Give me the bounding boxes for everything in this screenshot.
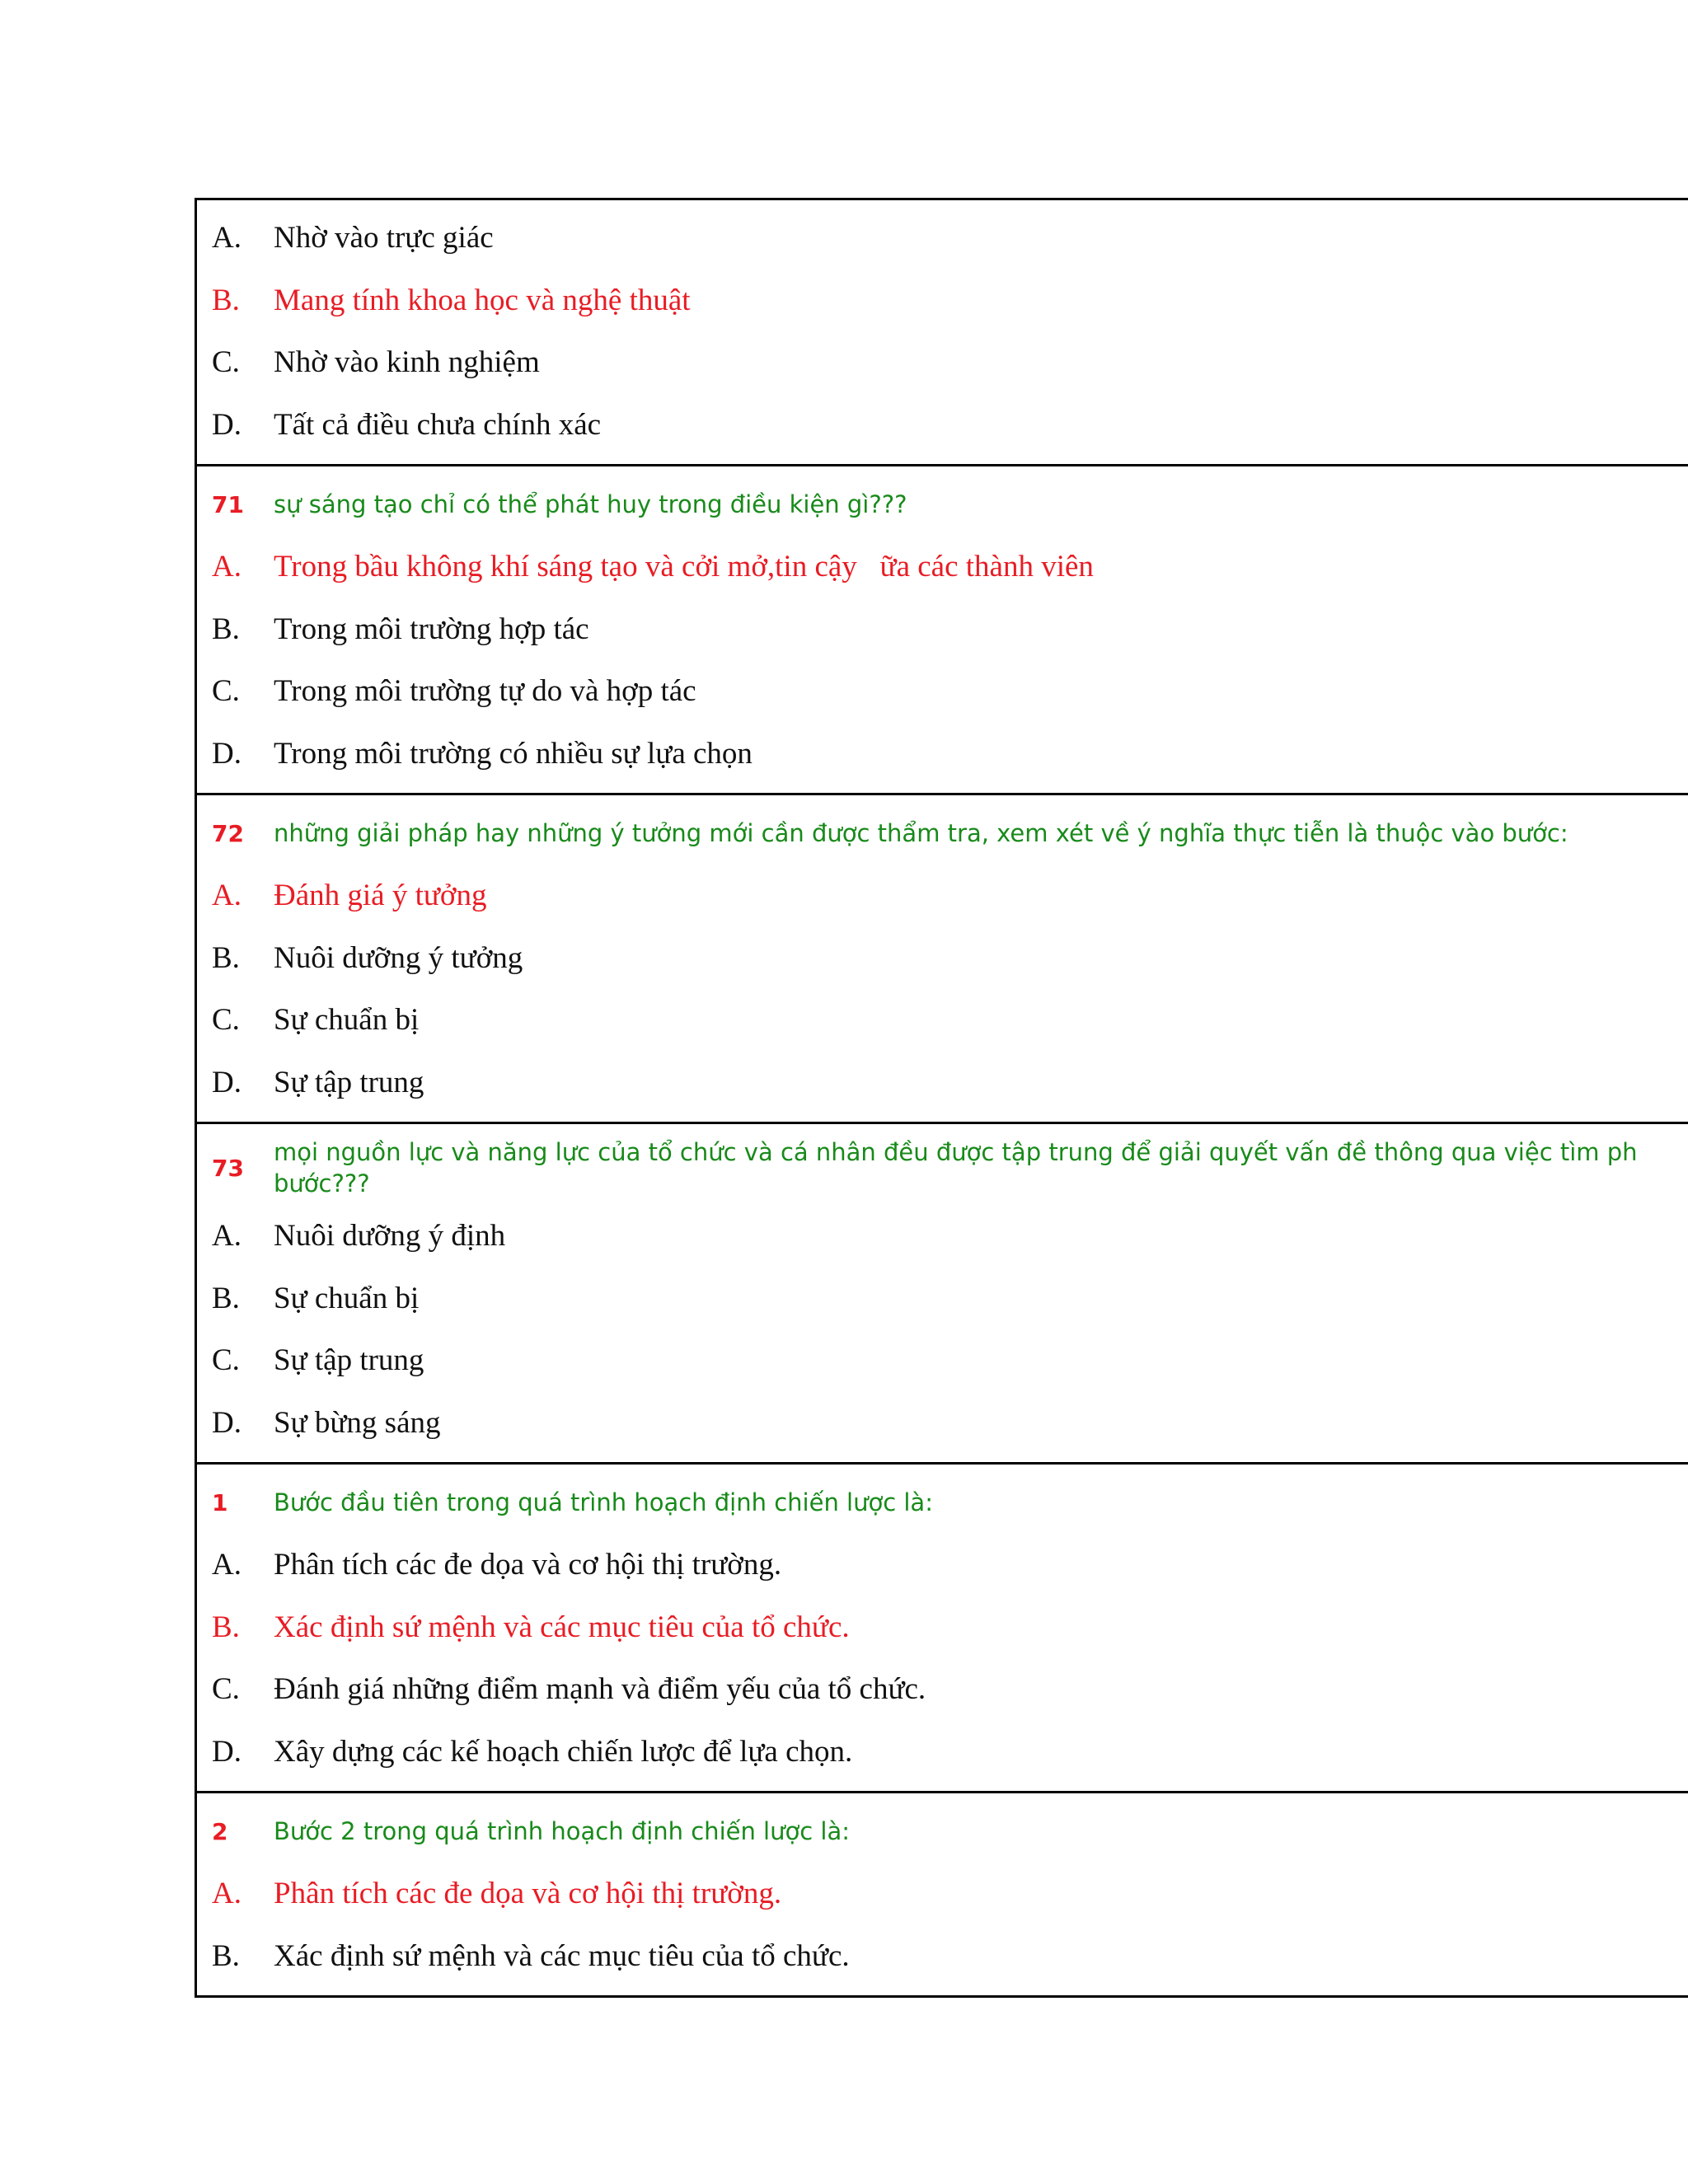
question-text: Bước đầu tiên trong quá trình hoạch định chiến lược là: [274,1488,933,1516]
answer-option [197,1721,1688,1783]
option-text: Sự tập trung [274,1065,424,1099]
option-text: Đánh giá ý tưởng [274,879,487,913]
question-block [197,1793,1688,1995]
option-text: Nuôi dưỡng ý tưởng [274,940,523,975]
answer-option [197,989,1688,1052]
option-letter: D. [212,1405,241,1440]
option-letter: B. [212,1281,240,1315]
answer-option [197,598,1688,661]
answer-option [197,1392,1688,1455]
option-letter: D. [212,1734,241,1769]
option-text: Phân tích các đe dọa và cơ hội thị trường. [274,1877,782,1911]
question-number: 1 [212,1488,228,1516]
option-letter: A. [212,1219,241,1254]
option-text: Xây dựng các kế hoạch chiến lược để lựa chọn. [274,1734,853,1769]
question-text: sự sáng tạo chỉ có thể phát huy trong điều kiện gì??? [274,490,907,518]
option-letter: B. [212,940,240,975]
option-text: Sự chuẩn bị [274,1281,420,1315]
option-letter: A. [212,879,241,913]
answer-option-correct [197,1596,1688,1659]
answer-option-correct [197,865,1688,927]
question-block [197,795,1688,1124]
answer-option [197,394,1688,457]
option-text: Trong môi trường tự do và hợp tác [274,674,696,709]
option-letter: C. [212,674,240,709]
option-letter: C. [212,345,240,380]
answer-option [197,660,1688,723]
option-letter: A. [212,1877,241,1911]
answer-option [197,1205,1688,1268]
question-row [197,802,1688,865]
option-text: Xác định sứ mệnh và các mục tiêu của tổ chức. [274,1938,850,1973]
option-text: Sự bừng sáng [274,1405,441,1440]
option-letter: B. [212,1938,240,1973]
option-letter: A. [212,1548,241,1582]
option-letter: D. [212,1065,241,1099]
option-text: Nhờ vào trực giác [274,221,494,255]
option-text: Tất cả điều chưa chính xác [274,407,602,442]
option-text: Sự chuẩn bị [274,1003,420,1038]
option-text: Nuôi dưỡng ý định [274,1219,506,1254]
option-letter: D. [212,407,241,442]
option-letter: A. [212,550,241,584]
answer-option-correct [197,269,1688,332]
option-letter: B. [212,612,240,646]
option-text: Mang tính khoa học và nghệ thuật [274,283,691,317]
question-text: những giải pháp hay những ý tưởng mới cần được thẩm tra, xem xét về ý nghĩa thực tiễn là thuộc vào bước: [274,819,1568,847]
question-row [197,1131,1688,1205]
option-text: Phân tích các đe dọa và cơ hội thị trường. [274,1548,782,1582]
answer-option [197,331,1688,394]
answer-option-correct [197,1863,1688,1925]
answer-option [197,1925,1688,1988]
answer-option [197,1268,1688,1330]
answer-option [197,1329,1688,1392]
question-text [274,1137,1688,1199]
option-text: Sự tập trung [274,1343,424,1378]
question-number: 2 [212,1817,228,1845]
option-letter: B. [212,283,240,317]
option-text: Xác định sứ mệnh và các mục tiêu của tổ chức. [274,1610,850,1644]
question-text-line-2: bước??? [274,1169,370,1197]
question-row [197,1800,1688,1863]
answer-option [197,723,1688,785]
option-text: Trong bầu không khí sáng tạo và cởi mở,tin cậy ữa các thành viên [274,550,1094,584]
option-letter: A. [212,221,241,255]
question-number: 73 [212,1154,244,1182]
option-letter: C. [212,1672,240,1707]
quiz-table [195,198,1688,1998]
question-block [197,466,1688,795]
question-number: 72 [212,819,244,847]
question-block [197,1124,1688,1465]
answer-option [197,1534,1688,1596]
option-text: Trong môi trường có nhiều sự lựa chọn [274,736,753,771]
question-row [197,473,1688,536]
question-block [197,1465,1688,1793]
option-letter: B. [212,1610,240,1644]
question-text: Bước 2 trong quá trình hoạch định chiến lược là: [274,1817,851,1845]
answer-option [197,1658,1688,1721]
question-block [197,200,1688,466]
option-letter: D. [212,736,241,771]
answer-option [197,207,1688,269]
option-text: Nhờ vào kinh nghiệm [274,345,540,380]
question-number: 71 [212,490,244,518]
option-text: Đánh giá những điểm mạnh và điểm yếu của tổ chức. [274,1672,926,1707]
answer-option-correct [197,536,1688,598]
answer-option [197,1052,1688,1114]
answer-option [197,927,1688,990]
option-text: Trong môi trường hợp tác [274,612,589,646]
question-row [197,1471,1688,1534]
question-text-line-1: mọi nguồn lực và năng lực của tổ chức và cá nhân đều được tập trung để giải quyết vấn đề thông qua việc tìm ph [274,1138,1638,1166]
option-letter: C. [212,1343,240,1378]
option-letter: C. [212,1003,240,1038]
